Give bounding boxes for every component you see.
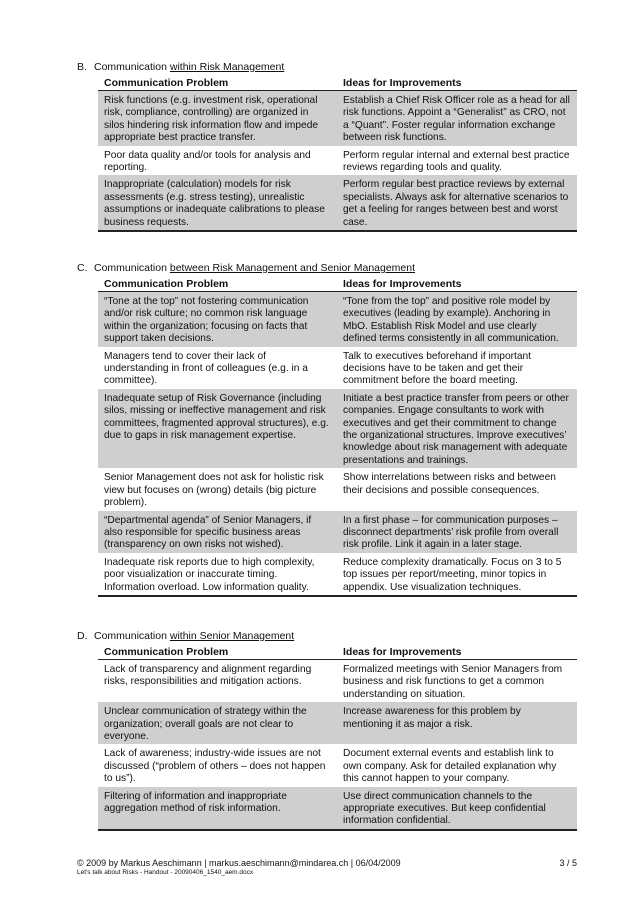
- section-title-underlined: within Senior Management: [169, 630, 295, 642]
- idea-cell: Document external events and establish link to own company. Ask for detailed explanation why this cannot happen to your company.: [343, 748, 557, 785]
- page-number: 3 / 5: [559, 858, 577, 868]
- column-header-ideas: Ideas for Improvements: [337, 277, 577, 292]
- section-heading: [77, 262, 577, 274]
- idea-cell: Use direct communication channels to the appropriate executives. But keep confidential information confidential.: [337, 787, 577, 830]
- section-letter: C.: [77, 262, 88, 274]
- problem-cell: Senior Management does not ask for holistic risk view but focuses on (wrong) details (big picture problem).: [104, 472, 324, 509]
- table-row: [98, 744, 577, 786]
- idea-cell: Reduce complexity dramatically. Focus on 3 to 5 top issues per report/meeting, minor topics in appendix. Use visualization techniques.: [337, 553, 577, 596]
- section-title-underlined: within Risk Management: [169, 61, 285, 73]
- section-letter: D.: [77, 630, 88, 642]
- table-row: [98, 787, 577, 830]
- problem-cell: Lack of awareness; industry-wide issues are not discussed (“problem of others – does not happen to us”).: [104, 748, 326, 785]
- problem-cell: Risk functions (e.g. investment risk, operational risk, compliance, controlling) are organized in silos hindering risk information flow and impede appropriate best practice transfer.: [98, 91, 337, 146]
- section-title-underlined: between Risk Management and Senior Management: [169, 262, 416, 274]
- problem-cell: “Departmental agenda” of Senior Managers, if also responsible for specific business areas (transparency on own risks not wished).: [98, 511, 337, 553]
- comparison-table: [98, 76, 577, 232]
- table-row: [98, 146, 577, 176]
- table-row: [98, 91, 577, 146]
- section-heading: [77, 61, 577, 73]
- problem-cell: Inadequate setup of Risk Governance (including silos, missing or ineffective management and risk committees, fragmented approval structures), e.g. due to gaps in risk management expertise.: [98, 389, 337, 468]
- idea-cell: In a first phase – for communication purposes – disconnect departments’ risk profile from overall risk profile. Link it again in a later stage.: [337, 511, 577, 553]
- table-row: [98, 511, 577, 553]
- section-heading: [77, 630, 577, 642]
- column-header-ideas: Ideas for Improvements: [337, 76, 577, 91]
- idea-cell: Perform regular internal and external best practice reviews regarding tools and quality.: [343, 149, 570, 174]
- table-row: [98, 660, 577, 703]
- problem-cell: “Tone at the top” not fostering communication and/or risk culture; no common risk language within the organization; focusing on facts that support taken decisions.: [98, 292, 337, 347]
- table-row: [98, 347, 577, 389]
- problem-cell: Managers tend to cover their lack of understanding in front of colleagues (e.g. in a committee).: [104, 350, 308, 387]
- idea-cell: Formalized meetings with Senior Managers from business and risk functions to get a common understanding on situation.: [343, 664, 563, 700]
- table-row: [98, 292, 577, 347]
- problem-cell: Unclear communication of strategy within the organization; overall goals are not clear to everyone.: [98, 702, 337, 744]
- column-header-problem: Communication Problem: [98, 76, 337, 91]
- table-header-row: [98, 76, 577, 91]
- idea-cell: Perform regular best practice reviews by external specialists. Always ask for alternative scenarios to get a feeling for ranges between best and worst case.: [337, 175, 577, 231]
- problem-cell: Poor data quality and/or tools for analysis and reporting.: [104, 149, 311, 174]
- section-d: [77, 630, 577, 831]
- idea-cell: “Tone from the top” and positive role model by executives (leading by example). Anchoring in MbO. Establish Risk Model and use clearly defined terms consistently in all communication.: [337, 292, 577, 347]
- idea-cell: Establish a Chief Risk Officer role as a head for all risk functions. Appoint a “Generalist” as CRO, not a “Quant”. Foster regular information exchange between risk functions.: [337, 91, 577, 146]
- table-row: [98, 389, 577, 468]
- column-header-ideas: Ideas for Improvements: [337, 645, 577, 660]
- footer-filename: Let's talk about Risks - Handout - 20090406_1540_aem.docx: [77, 869, 254, 876]
- section-letter: B.: [77, 61, 87, 73]
- page-footer: [77, 858, 577, 877]
- problem-cell: Filtering of information and inappropriate aggregation method of risk information.: [98, 787, 337, 830]
- comparison-table: [98, 277, 577, 597]
- section-title-prefix: Communication: [94, 262, 170, 274]
- problem-cell: Inappropriate (calculation) models for risk assessments (e.g. stress testing), unrealistic assumptions or inadequate calibrations to please business requests.: [98, 175, 337, 231]
- section-c: [77, 262, 577, 597]
- table-row: [98, 468, 577, 510]
- idea-cell: Talk to executives beforehand if important decisions have to be taken and get their commitment before the board meeting.: [343, 350, 532, 387]
- table-row: [98, 175, 577, 231]
- section-title-prefix: Communication: [94, 630, 170, 642]
- comparison-table: [98, 645, 577, 831]
- idea-cell: Show interrelations between risks and between their decisions and possible consequences.: [343, 472, 556, 496]
- table-row: [98, 702, 577, 744]
- table-header-row: [98, 277, 577, 292]
- section-title-prefix: Communication: [94, 61, 170, 73]
- table-row: [98, 553, 577, 596]
- idea-cell: Initiate a best practice transfer from peers or other companies. Engage consultants to work with executives and get their commitment to change the organizational structures. Improve executives’ knowledge about risk management with adequate presentations and trainings.: [337, 389, 577, 468]
- problem-cell: Inadequate risk reports due to high complexity, poor visualization or inaccurate timing. Information overload. Low information quality.: [98, 553, 337, 596]
- idea-cell: Increase awareness for this problem by mentioning it as major a risk.: [337, 702, 577, 744]
- table-header-row: [98, 645, 577, 660]
- section-b: [77, 61, 577, 232]
- problem-cell: Lack of transparency and alignment regarding risks, responsibilities and mitigation actions.: [104, 664, 312, 688]
- column-header-problem: Communication Problem: [98, 645, 337, 660]
- column-header-problem: Communication Problem: [98, 277, 337, 292]
- footer-copyright: © 2009 by Markus Aeschimann | markus.aeschimann@mindarea.ch | 06/04/2009: [77, 858, 401, 868]
